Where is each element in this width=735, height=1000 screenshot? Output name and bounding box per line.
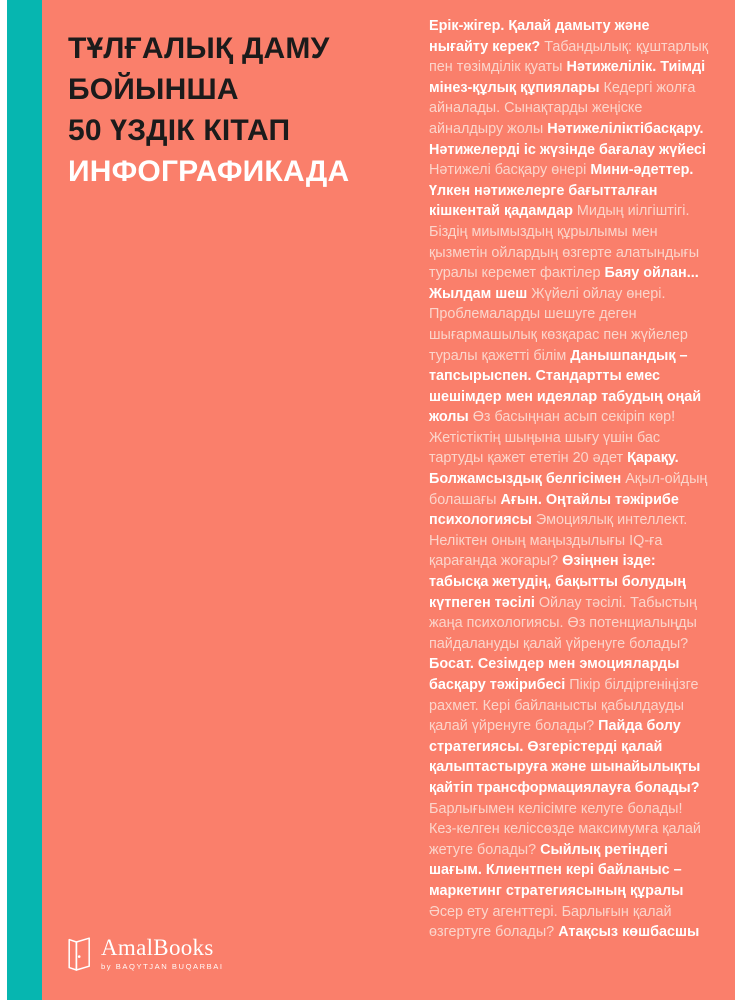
- body-segment-3: Кедергі жолға айналады. Сынақтарды жеңіске айналдыру жолы: [429, 79, 696, 137]
- body-segment-2: Нәтижелілік. Тиімді мінез-құлық құпиялары: [429, 59, 706, 96]
- open-book-icon: [66, 937, 92, 971]
- body-segment-22: Сыйлық ретіндегі шағым. Клиентпен кері байланыс – маркетинг стратегиясының құралы: [429, 841, 684, 899]
- title-line-3: 50 ҮЗДІК КІТАП: [68, 114, 291, 147]
- body-segment-9: Жүйелі ойлау өнері. Проблемаларды шешуге деген шығармашылық көзқарас пен жүйелер туралы қажетті білім: [429, 285, 688, 364]
- body-segment-6: Мини-әдеттер. Үлкен нәтижелерге бағытталған кішкентай қадамдар: [429, 162, 694, 220]
- left-white-margin: [0, 0, 7, 1000]
- logo-text-group: [101, 936, 224, 972]
- body-segment-11: Өз басыңнан асып секіріп көр! Жетістіктің шыңына шығу үшін бас тартуды қажет ететін 20 әдет: [429, 409, 676, 467]
- title-line-1: ТҰЛҒАЛЫҚ ДАМУ: [68, 32, 330, 65]
- title-line-4: ИНФОГРАФИКАДА: [68, 155, 350, 188]
- body-segment-13: Ақыл-ойдың болашағы: [429, 471, 708, 508]
- body-segment-19: Пікір білдіргеніңізге рахмет. Кері байланысты қабылдауды қалай үйренуге болады?: [429, 677, 699, 735]
- body-segment-10: Данышпандық – тапсырыспен. Стандартты емес шешімдер мен идеялар табудың оңай жолы: [429, 347, 702, 426]
- amalbooks-logo: [66, 936, 224, 972]
- logo-tagline: by BAQYTJAN BUQARBAI: [101, 962, 224, 971]
- body-segment-17: Ойлау тәсілі. Табыстың жаңа психологиясы. Өз потенциалыңды пайдалануды қалай үйренуге болады?: [429, 594, 697, 652]
- body-segment-12: Қарақу. Болжамсыздық белгісімен: [429, 450, 679, 488]
- body-segment-7: Мидың иілгіштігі. Біздің миымыздың құрылымы мен қызметін ойлардың өзгерте алатындығы туралы керемет фактілер: [429, 203, 700, 282]
- logo-wordmark: AmalBooks: [101, 935, 214, 960]
- body-segment-14: Ағын. Оңтайлы тәжірибе психологиясы: [429, 491, 679, 529]
- body-segment-1: Табандылық: құштарлық пен төзімділік қуаты: [429, 38, 709, 76]
- body-segment-20: Пайда болу стратегиясы. Өзгерістерді қалай қалыптастыруға және шынайылықты қайтіп трансформациялауға болады?: [429, 718, 701, 796]
- body-segment-18: Босат. Сезімдер мен эмоцияларды басқару тәжірибесі: [429, 656, 680, 693]
- body-segment-4: Нәтижеліліктібасқару. Нәтижелерді іс жүзінде бағалау жүйесі: [429, 120, 706, 158]
- body-segment-8: Баяу ойлан... Жылдам шеш: [429, 265, 699, 302]
- body-segment-24: Атақсыз көшбасшы: [558, 924, 700, 941]
- body-segment-0: Ерік-жігер. Қалай дамыту және нығайту керек?: [429, 18, 650, 55]
- body-segment-21: Барлығымен келісімге келуге болады! Кез-келген келіссөзде максимумға қалай жетуге болады?: [429, 800, 701, 858]
- body-segment-23: Әсер ету агенттері. Барлығын қалай өзгертуге болады?: [429, 903, 672, 941]
- body-segment-16: Өзіңнен ізде: табысқа жетудің, бақытты болудың күтпеген тәсілі: [429, 553, 686, 611]
- teal-accent-stripe: [7, 0, 42, 1000]
- title-line-2: БОЙЫНША: [68, 73, 239, 106]
- page-title: [68, 28, 408, 192]
- body-segment-5: Нәтижелі басқару өнері: [429, 162, 591, 179]
- body-segment-15: Эмоциялық интеллект. Неліктен оның маңыздылығы IQ-ға қарағанда жоғары?: [429, 512, 688, 570]
- book-list-paragraph: [429, 16, 712, 943]
